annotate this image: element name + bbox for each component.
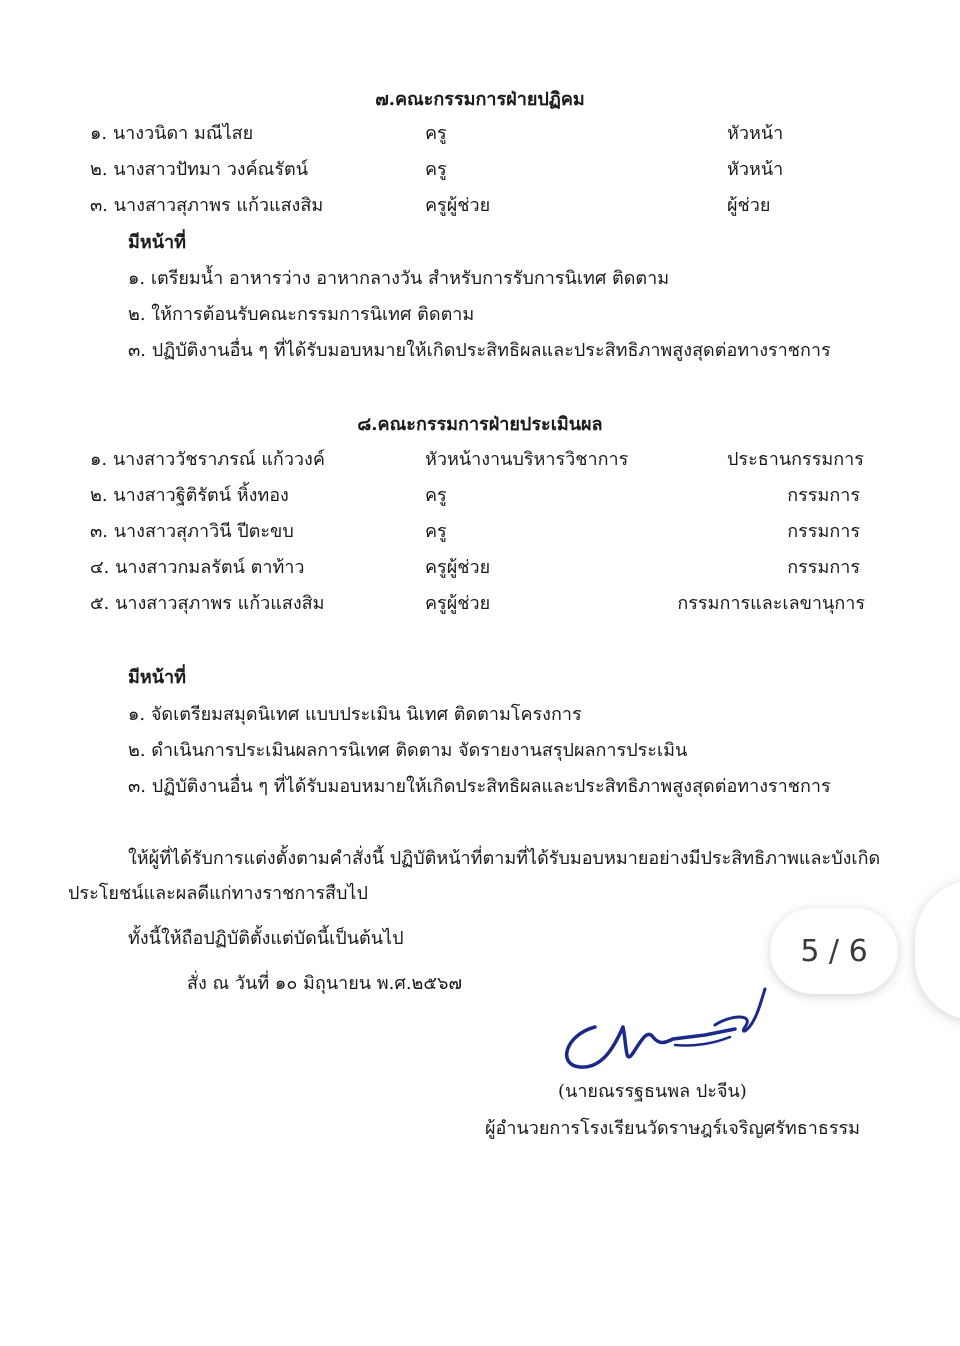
- section7-duty-item: ๑. เตรียมน้ำ อาหารว่าง อาหากลางวัน สำหรับการรับการนิเทศ ติดตาม: [128, 268, 670, 289]
- member-name: ๕. นางสาวสุภาพร แก้วแสงสิม: [90, 593, 325, 614]
- member-position: ครูผู้ช่วย: [425, 593, 491, 614]
- member-position: ครู: [425, 521, 447, 542]
- section7-duties-label: มีหน้าที่: [128, 232, 187, 253]
- member-position: ครู: [425, 485, 447, 506]
- member-role: ประธานกรรมการ: [727, 449, 864, 470]
- member-name: ๔. นางสาวกมลรัตน์ ตาท้าว: [90, 557, 305, 578]
- closing-paragraph-line1: ให้ผู้ที่ได้รับการแต่งตั้งตามคำสั่งนี้ ปฏิบัติหน้าที่ตามที่ได้รับมอบหมายอย่างมีประสิทธิภาพและบังเกิด: [128, 848, 881, 869]
- member-role: หัวหน้า: [727, 159, 784, 180]
- member-name: ๒. นางสาวฐิติรัตน์ หิ้งทอง: [90, 485, 289, 506]
- member-position: ครู: [425, 123, 447, 144]
- closing-paragraph-line2: ประโยชน์และผลดีแก่ทางราชการสืบไป: [68, 883, 368, 904]
- section8-title: ๘.คณะกรรมการฝ่ายประเมินผล: [357, 414, 603, 435]
- section7-member-row: [0, 154, 960, 184]
- signature-image: [555, 985, 785, 1080]
- section8-duty-item: ๑. จัดเตรียมสมุดนิเทศ แบบประเมิน นิเทศ ติดตามโครงการ: [128, 704, 582, 725]
- section8-member-row: [0, 480, 960, 510]
- member-name: ๑. นางสาววัชราภรณ์ แก้ววงค์: [90, 449, 325, 470]
- section7-duty-item: ๓. ปฏิบัติงานอื่น ๆ ที่ได้รับมอบหมายให้เกิดประสิทธิผลและประสิทธิภาพสูงสุดต่อทางราชการ: [128, 340, 831, 361]
- section8-member-row: [0, 552, 960, 582]
- member-position: ครูผู้ช่วย: [425, 557, 491, 578]
- member-name: ๓. นางสาวสุภาวินี ปีตะขบ: [90, 521, 294, 542]
- member-role: กรรมการและเลขานุการ: [677, 593, 865, 614]
- section8-duty-item: ๓. ปฏิบัติงานอื่น ๆ ที่ได้รับมอบหมายให้เกิดประสิทธิผลและประสิทธิภาพสูงสุดต่อทางราชการ: [128, 776, 831, 797]
- member-role: ผู้ช่วย: [727, 195, 771, 216]
- section8-member-row: [0, 588, 960, 618]
- section8-member-row: [0, 516, 960, 546]
- member-name: ๑. นางวนิดา มณีไสย: [90, 123, 254, 144]
- section7-member-row: [0, 118, 960, 148]
- section7-member-row: [0, 190, 960, 220]
- section7-title: ๗.คณะกรรมการฝ่ายปฏิคม: [375, 89, 585, 110]
- member-role: กรรมการ: [787, 521, 860, 542]
- section8-member-row: [0, 444, 960, 474]
- member-position: หัวหน้างานบริหารวิชาการ: [425, 449, 629, 470]
- member-name: ๓. นางสาวสุภาพร แก้วแสงสิม: [90, 195, 324, 216]
- section8-duties-label: มีหน้าที่: [128, 667, 187, 688]
- member-role: หัวหน้า: [727, 123, 784, 144]
- order-date: สั่ง ณ วันที่ ๑๐ มิถุนายน พ.ศ.๒๕๖๗: [187, 973, 462, 994]
- closing-effective-line: ทั้งนี้ให้ถือปฏิบัติตั้งแต่บัดนี้เป็นต้นไป: [128, 928, 404, 949]
- page-indicator: 5 / 6: [770, 908, 898, 994]
- signer-name: (นายณรรฐธนพล ปะจีน): [558, 1081, 747, 1102]
- section8-duty-item: ๒. ดำเนินการประเมินผลการนิเทศ ติดตาม จัดรายงานสรุปผลการประเมิน: [128, 740, 688, 761]
- signer-title: ผู้อำนวยการโรงเรียนวัดราษฎร์เจริญศรัทธาธรรม: [485, 1118, 861, 1139]
- member-role: กรรมการ: [787, 485, 860, 506]
- section7-duty-item: ๒. ให้การต้อนรับคณะกรรมการนิเทศ ติดตาม: [128, 304, 475, 325]
- member-position: ครู: [425, 159, 447, 180]
- member-name: ๒. นางสาวปัทมา วงค์ณรัตน์: [90, 159, 308, 180]
- member-position: ครูผู้ช่วย: [425, 195, 491, 216]
- member-role: กรรมการ: [787, 557, 860, 578]
